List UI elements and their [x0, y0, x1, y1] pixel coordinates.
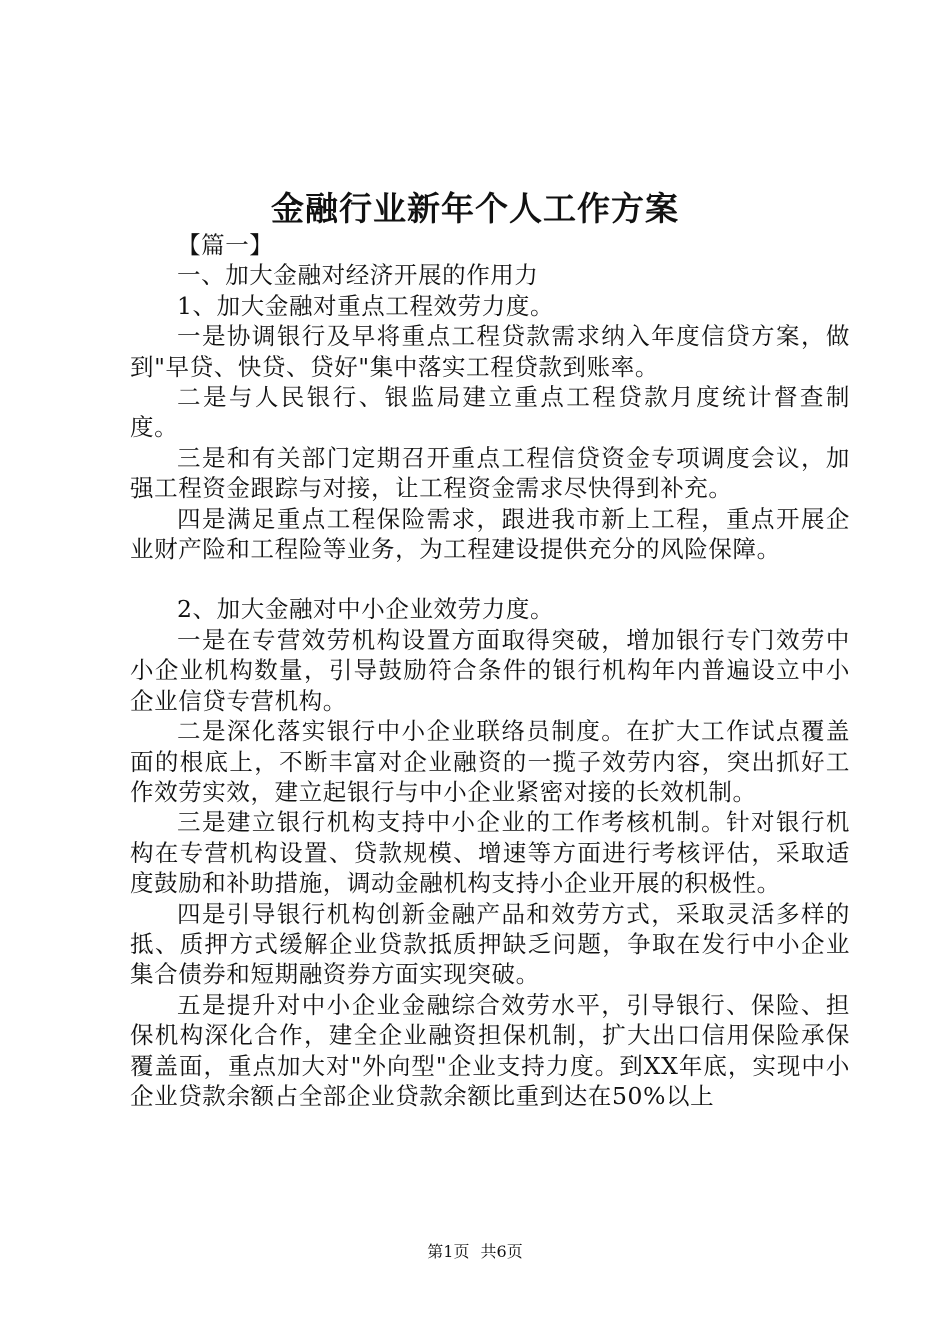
subsection-heading: 1、加大金融对重点工程效劳力度。 — [177, 291, 555, 320]
body-paragraph: 四是引导银行机构创新金融产品和效劳方式，采取灵活多样的抵、质押方式缓解企业贷款抵质押缺乏问题，争取在发行中小企业集合债券和短期融资券方面实现突破。 — [130, 899, 850, 989]
section-marker: 【篇一】 — [177, 231, 274, 259]
body-paragraph: 四是满足重点工程保险需求，跟进我市新上工程，重点开展企业财产险和工程险等业务，为工程建设提供充分的风险保障。 — [130, 504, 850, 564]
document-title: 金融行业新年个人工作方案 — [271, 189, 679, 228]
body-paragraph: 一是在专营效劳机构设置方面取得突破，增加银行专门效劳中小企业机构数量，引导鼓励符合条件的银行机构年内普遍设立中小企业信贷专营机构。 — [130, 625, 850, 715]
document-body — [130, 230, 850, 1111]
body-paragraph: 五是提升对中小企业金融综合效劳水平，引导银行、保险、担保机构深化合作，建全企业融资担保机制，扩大出口信用保险承保覆盖面，重点加大对"外向型"企业支持力度。到XX年底，实现中小企业贷款余额占全部企业贷款余额比重到达在50%以上 — [130, 990, 850, 1110]
page-number: 第1页 — [427, 1242, 470, 1261]
body-paragraph: 二是深化落实银行中小企业联络员制度。在扩大工作试点覆盖面的根底上，不断丰富对企业融资的一揽子效劳内容，突出抓好工作效劳实效，建立起银行与中小企业紧密对接的长效机制。 — [130, 717, 850, 806]
page-footer — [0, 1240, 950, 1264]
body-paragraph: 三是和有关部门定期召开重点工程信贷资金专项调度会议，加强工程资金跟踪与对接，让工程资金需求尽快得到补充。 — [130, 443, 850, 503]
page-total: 共6页 — [480, 1242, 523, 1261]
body-paragraph: 三是建立银行机构支持中小企业的工作考核机制。针对银行机构在专营机构设置、贷款规模、增速等方面进行考核评估，采取适度鼓励和补助措施，调动金融机构支持小企业开展的积极性。 — [130, 808, 850, 898]
body-paragraph: 一是协调银行及早将重点工程贷款需求纳入年度信贷方案，做到"早贷、快贷、贷好"集中落实工程贷款到账率。 — [130, 322, 850, 381]
section-heading: 一、加大金融对经济开展的作用力 — [177, 261, 539, 290]
body-paragraph: 二是与人民银行、银监局建立重点工程贷款月度统计督查制度。 — [130, 383, 850, 442]
subsection-heading: 2、加大金融对中小企业效劳力度。 — [177, 595, 555, 624]
